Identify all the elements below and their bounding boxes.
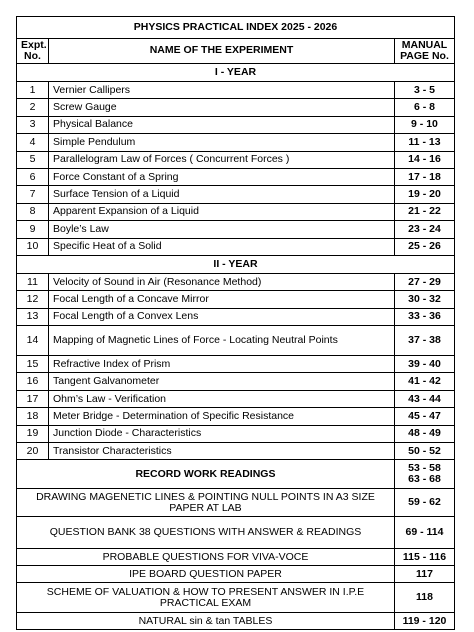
sin-tan-tables-label: NATURAL sin & tan TABLES (17, 613, 395, 630)
experiment-row (17, 134, 455, 151)
experiment-number: 13 (17, 308, 49, 325)
page-range: 3 - 5 (394, 82, 454, 99)
experiment-number: 10 (17, 238, 49, 255)
page-range: 19 - 20 (394, 186, 454, 203)
experiment-name: Specific Heat of a Solid (49, 238, 395, 255)
record-work-label: RECORD WORK READINGS (17, 460, 395, 489)
drawing-null-points-pages: 59 - 62 (394, 489, 454, 517)
viva-voce-row (17, 549, 455, 566)
question-bank-pages: 69 - 114 (394, 517, 454, 549)
question-bank-label: QUESTION BANK 38 QUESTIONS WITH ANSWER & READINGS (17, 517, 395, 549)
experiment-number: 3 (17, 116, 49, 133)
record-work-pages-2: 63 - 68 (408, 473, 441, 486)
manual-page-header (394, 39, 454, 64)
experiment-name: Physical Balance (49, 116, 395, 133)
page-range: 9 - 10 (394, 116, 454, 133)
experiment-name: Simple Pendulum (49, 134, 395, 151)
experiment-number: 14 (17, 326, 49, 356)
page-range: 21 - 22 (394, 203, 454, 220)
experiment-row (17, 326, 455, 356)
experiment-name: Meter Bridge - Determination of Specific Resistance (49, 408, 395, 425)
title-row (17, 17, 455, 39)
scheme-of-valuation-label: SCHEME OF VALUATION & HOW TO PRESENT ANSWER IN I.P.E PRACTICAL EXAM (17, 583, 395, 613)
experiment-number: 5 (17, 151, 49, 168)
experiment-name: Velocity of Sound in Air (Resonance Method) (49, 273, 395, 290)
page-range: 27 - 29 (394, 273, 454, 290)
page-range: 30 - 32 (394, 291, 454, 308)
drawing-null-points-row (17, 489, 455, 517)
experiment-name: Boyle’s Law (49, 221, 395, 238)
page-title: PHYSICS PRACTICAL INDEX 2025 - 2026 (17, 17, 455, 39)
page-range: 14 - 16 (394, 151, 454, 168)
scheme-of-valuation-row (17, 583, 455, 613)
record-work-pages (394, 460, 454, 489)
sin-tan-tables-pages: 119 - 120 (394, 613, 454, 630)
experiment-name: Ohm’s Law - Verification (49, 390, 395, 407)
experiment-number: 19 (17, 425, 49, 442)
page-range: 48 - 49 (394, 425, 454, 442)
experiment-row (17, 273, 455, 290)
header-row (17, 39, 455, 64)
scheme-of-valuation-pages: 118 (394, 583, 454, 613)
experiment-name: Focal Length of a Convex Lens (49, 308, 395, 325)
expt-no-header (17, 39, 49, 64)
experiment-number: 12 (17, 291, 49, 308)
experiment-row (17, 82, 455, 99)
experiment-row (17, 356, 455, 373)
year2-heading: II - YEAR (17, 255, 455, 273)
manual-page-header-line1: MANUAL (401, 38, 448, 51)
viva-voce-label: PROBABLE QUESTIONS FOR VIVA-VOCE (17, 549, 395, 566)
drawing-null-points-label: DRAWING MAGENETIC LINES & POINTING NULL POINTS IN A3 SIZE PAPER AT LAB (17, 489, 395, 517)
experiment-number: 8 (17, 203, 49, 220)
experiment-number: 11 (17, 273, 49, 290)
experiment-row (17, 238, 455, 255)
page-range: 25 - 26 (394, 238, 454, 255)
experiment-row (17, 425, 455, 442)
expt-no-header-line1: Expt. (21, 38, 47, 51)
experiment-row (17, 373, 455, 390)
experiment-number: 6 (17, 168, 49, 185)
page-range: 11 - 13 (394, 134, 454, 151)
experiment-row (17, 221, 455, 238)
page-range: 37 - 38 (394, 326, 454, 356)
experiment-name: Surface Tension of a Liquid (49, 186, 395, 203)
experiment-number: 16 (17, 373, 49, 390)
experiment-number: 18 (17, 408, 49, 425)
page-range: 41 - 42 (394, 373, 454, 390)
experiment-number: 15 (17, 356, 49, 373)
experiment-name: Focal Length of a Concave Mirror (49, 291, 395, 308)
question-bank-row (17, 517, 455, 549)
ipe-board-paper-row (17, 566, 455, 583)
experiment-number: 2 (17, 99, 49, 116)
year2-heading-row (17, 255, 455, 273)
page-range: 6 - 8 (394, 99, 454, 116)
experiment-row (17, 308, 455, 325)
experiment-name: Screw Gauge (49, 99, 395, 116)
experiment-row (17, 151, 455, 168)
viva-voce-pages: 115 - 116 (394, 549, 454, 566)
experiment-name: Mapping of Magnetic Lines of Force - Locating Neutral Points (49, 326, 395, 356)
expt-no-header-line2: No. (24, 50, 41, 62)
manual-page-header-line2: PAGE No. (400, 50, 449, 62)
record-work-pages-1: 53 - 58 (408, 462, 441, 475)
experiment-name: Junction Diode - Characteristics (49, 425, 395, 442)
experiment-row (17, 408, 455, 425)
practical-index-table (16, 16, 455, 630)
experiment-name: Apparent Expansion of a Liquid (49, 203, 395, 220)
page-range: 33 - 36 (394, 308, 454, 325)
experiment-name: Transistor Characteristics (49, 443, 395, 460)
experiment-number: 1 (17, 82, 49, 99)
experiment-row (17, 99, 455, 116)
experiment-row (17, 116, 455, 133)
experiment-name: Refractive Index of Prism (49, 356, 395, 373)
page-range: 43 - 44 (394, 390, 454, 407)
page-range: 23 - 24 (394, 221, 454, 238)
experiment-name: Vernier Callipers (49, 82, 395, 99)
ipe-board-paper-label: IPE BOARD QUESTION PAPER (17, 566, 395, 583)
experiment-name: Parallelogram Law of Forces ( Concurrent Forces ) (49, 151, 395, 168)
year1-heading: I - YEAR (17, 64, 455, 82)
ipe-board-paper-pages: 117 (394, 566, 454, 583)
page-range: 39 - 40 (394, 356, 454, 373)
experiment-name: Force Constant of a Spring (49, 168, 395, 185)
experiment-row (17, 168, 455, 185)
sin-tan-tables-row (17, 613, 455, 630)
page-range: 45 - 47 (394, 408, 454, 425)
experiment-number: 7 (17, 186, 49, 203)
page-range: 17 - 18 (394, 168, 454, 185)
record-work-row (17, 460, 455, 489)
experiment-row (17, 203, 455, 220)
experiment-row (17, 186, 455, 203)
experiment-row (17, 443, 455, 460)
experiment-number: 17 (17, 390, 49, 407)
experiment-row (17, 291, 455, 308)
experiment-name: Tangent Galvanometer (49, 373, 395, 390)
experiment-number: 20 (17, 443, 49, 460)
page-range: 50 - 52 (394, 443, 454, 460)
experiment-name-header: NAME OF THE EXPERIMENT (49, 39, 395, 64)
experiment-number: 9 (17, 221, 49, 238)
experiment-row (17, 390, 455, 407)
experiment-number: 4 (17, 134, 49, 151)
year1-heading-row (17, 64, 455, 82)
